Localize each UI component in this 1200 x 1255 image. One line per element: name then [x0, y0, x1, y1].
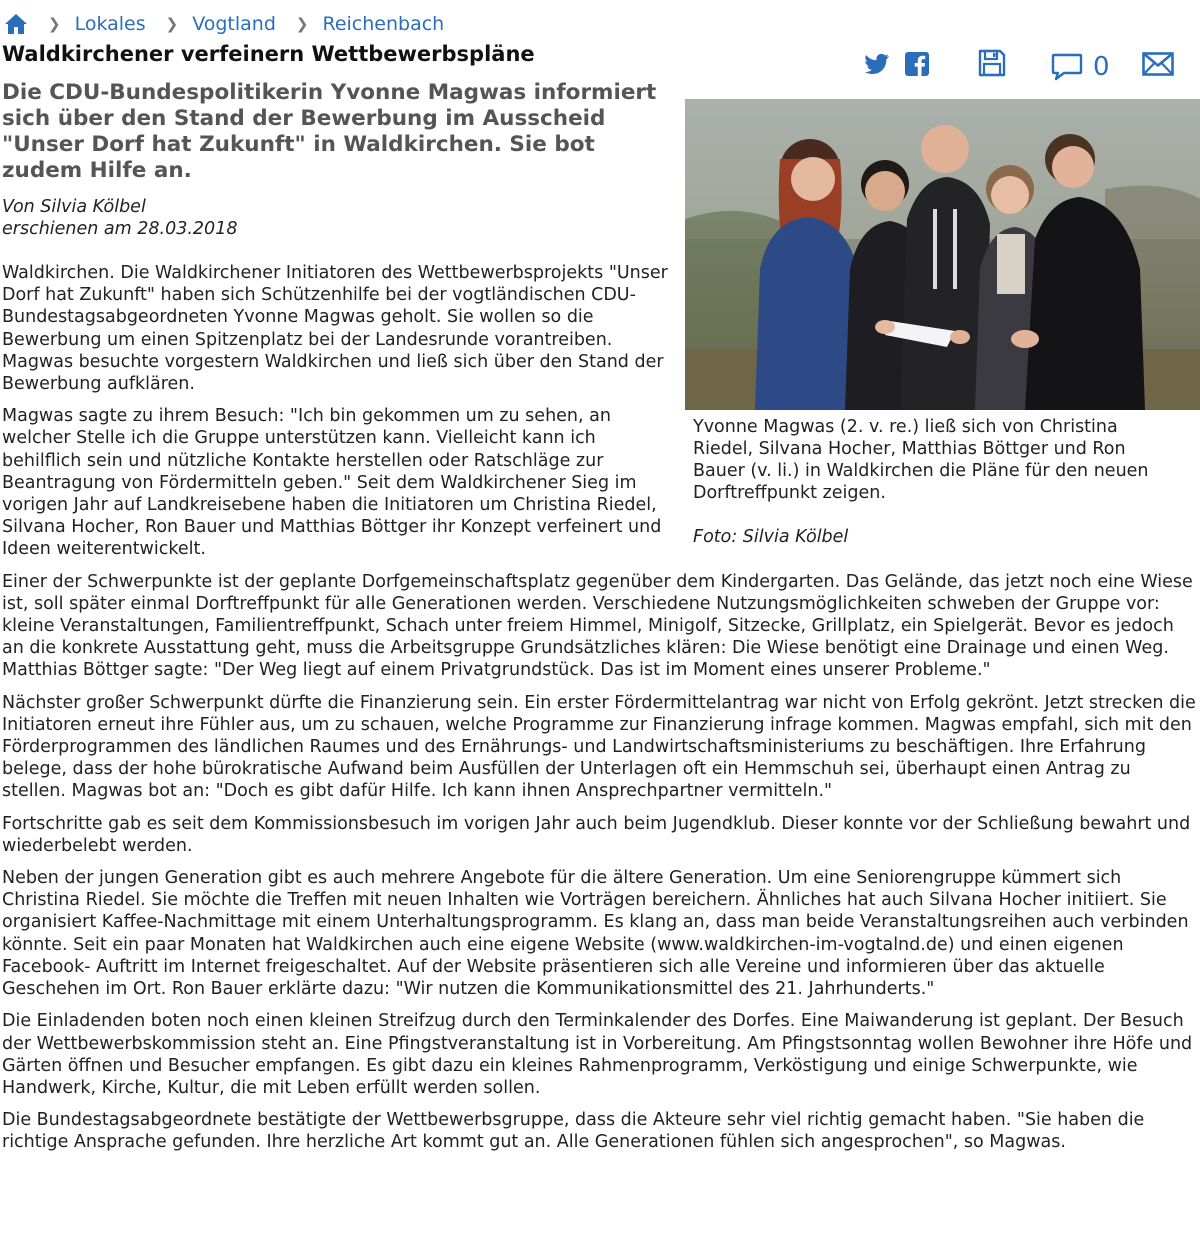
chevron-right-icon: ❯ — [48, 15, 61, 33]
save-icon[interactable] — [978, 49, 1006, 77]
photo-caption: Yvonne Magwas (2. v. re.) ließ sich von Christina Riedel, Silvana Hocher, Matthias Böttger und Ron Bauer (v. li.) in Waldkirchen die Pläne für den neuen Dorftreffpunkt zeigen. — [693, 417, 1149, 503]
article-toolbar — [0, 45, 1200, 85]
breadcrumb-link-vogtland[interactable]: Vogtland — [192, 13, 276, 35]
breadcrumb — [4, 8, 444, 40]
article-paragraph: Magwas sagte zu ihrem Besuch: "Ich bin gekommen um zu sehen, an welcher Stelle ich die Gruppe unterstützen kann. Vielleicht kann ich behilflich sein und nützliche Kontakte herstellen oder Ratschläge zur Beantragung von Fördermitteln geben." Seit dem Waldkirchener Sieg im vorigen Jahr auf Landkreisebene haben die Initiatoren um Christina Riedel, Silvana Hocher, Ron Bauer und Matthias Böttger ihr Konzept verfeinert und Ideen weiterentwickelt. — [2, 406, 662, 560]
article-meta — [2, 196, 602, 240]
article-lead: Die CDU-Bundespolitikerin Yvonne Magwas informiert sich über den Stand der Bewerbung im Ausscheid "Unser Dorf hat Zukunft" in Waldkirchen. Sie bot zudem Hilfe an. — [2, 80, 657, 183]
chevron-right-icon: ❯ — [165, 15, 179, 33]
breadcrumb-link-lokales[interactable]: Lokales — [74, 13, 146, 35]
article-date: erschienen am 28.03.2018 — [2, 219, 238, 239]
article-paragraph: Fortschritte gab es seit dem Kommissionsbesuch im vorigen Jahr auch beim Jugendklub. Dieser konnte vor der Schließung bewahrt und wiederbelebt werden. — [2, 813, 1191, 856]
comment-icon — [1051, 53, 1083, 81]
article-body — [2, 262, 1200, 1164]
photo-credit: Foto: Silvia Kölbel — [693, 527, 849, 547]
chevron-right-icon: ❯ — [295, 15, 309, 33]
article-paragraph: Die Bundestagsabgeordnete bestätigte der Wettbewerbsgruppe, dass die Akteure sehr viel richtig gemacht haben. "Sie haben die richtige Ansprache gefunden. Ihre herzliche Art kommt gut an. Alle Generationen fühlen sich angesprochen", so Magwas. — [2, 1110, 1145, 1153]
home-icon[interactable] — [4, 13, 28, 35]
article-paragraph: Die Einladenden boten noch einen kleinen Streifzug durch den Terminkalender des Dorfes. Eine Maiwanderung ist geplant. Der Besuch der Wettbewerbskommission steht an. Eine Pfingstveranstaltung ist in Vorbereitung. Am Pfingstsonntag wollen Bewohner ihre Höfe und Gärten öffnen und Besucher empfangen. Es gibt dazu ein kleines Rahmenprogramm, Verköstigung und einige Schwerpunkte, wie Handwerk, Kirche, Kultur, die mit Leben erfüllt werden sollen. — [2, 1011, 1193, 1098]
article-paragraph: Nächster großer Schwerpunkt dürfte die Finanzierung sein. Ein erster Fördermittelantrag war nicht von Erfolg gekrönt. Jetzt strecken die Initiatoren erneut ihre Fühler aus, um zu schauen, welche Programme zur Finanzierung infrage kommen. Magwas empfahl, sich mit den Förderprogrammen des ländlichen Raumes und des Ernährungs- und Landwirtschaftsministeriums zu beschäftigen. Ihre Erfahrung belege, dass der hohe bürokratische Aufwand beim Ausfüllen der Unterlagen oft ein Hemmschuh sei, überhaupt einen Antrag zu stellen. Magwas bot an: "Doch es gibt dafür Hilfe. Ich kann ihnen Ansprechpartner vermitteln." — [2, 692, 1196, 802]
mail-icon[interactable] — [1142, 52, 1174, 76]
article-paragraph: Einer der Schwerpunkte ist der geplante Dorfgemeinschaftsplatz gegenüber dem Kindergarten. Das Gelände, das jetzt noch eine Wiese ist, soll später einmal Dorftreffpunkt für alle Generationen werden. Verschiedene Nutzungsmöglichkeiten schweben der Gruppe vor: kleine Veranstaltungen, Familientreffpunkt, Schach unter freiem Himmel, Minigolf, Sitzecke, Grillplatz, ein Spielgerät. Bevor es jedoch an die konkrete Ausstattung geht, muss die Arbeitsgruppe Grundsätzliches klären: Die Wiese benötigt eine Drainage und einen Weg. Matthias Böttger sagte: "Der Weg liegt auf einem Privatgrundstück. Das ist im Moment eines unserer Probleme." — [2, 571, 1193, 681]
comment-count: 0 — [1093, 52, 1110, 82]
article-headline: Waldkirchener verfeinern Wettbewerbspläne — [2, 42, 535, 66]
twitter-icon[interactable] — [864, 53, 890, 74]
article-paragraph: Neben der jungen Generation gibt es auch mehrere Angebote für die ältere Generation. Um eine Seniorengruppe kümmert sich Christina Riedel. Sie möchte die Treffen mit neuen Inhalten wie Vorträgen bereichern. Ähnliches hat auch Silvana Hocher initiiert. Sie organisiert Kaffee-Nachmittage mit einem Unterhaltungsprogramm. Es klang an, dass man beide Veranstaltungsreihen auch verbinden könnte. Seit ein paar Monaten hat Waldkirchen auch eine eigene Website (www.waldkirchen-im-vogtalnd.de) und einen eigenen Facebook- Auftritt im Internet freigeschaltet. Auf der Website präsentieren sich alle Vereine und informieren über das aktuelle Geschehen im Ort. Ron Bauer erklärte dazu: "Wir nutzen die Kommunikationsmittel des 21. Jahrhunderts." — [2, 868, 1189, 1000]
facebook-icon[interactable] — [905, 52, 929, 76]
article-author: Von Silvia Kölbel — [2, 197, 146, 217]
comment-button[interactable] — [1051, 53, 1110, 81]
article-paragraph: Waldkirchen. Die Waldkirchener Initiatoren des Wettbewerbsprojekts "Unser Dorf hat Zukunft" haben sich Schützenhilfe bei der vogtländischen CDU-Bundestagsabgeordneten Yvonne Magwas geholt. Sie wollen so die Bewerbung um einen Spitzenplatz bei der Landesrunde vorantreiben. Magwas besuchte vorgestern Waldkirchen und ließ sich über den Stand der Bewerbung aufklären. — [2, 263, 668, 395]
breadcrumb-link-reichenbach[interactable]: Reichenbach — [322, 13, 445, 35]
